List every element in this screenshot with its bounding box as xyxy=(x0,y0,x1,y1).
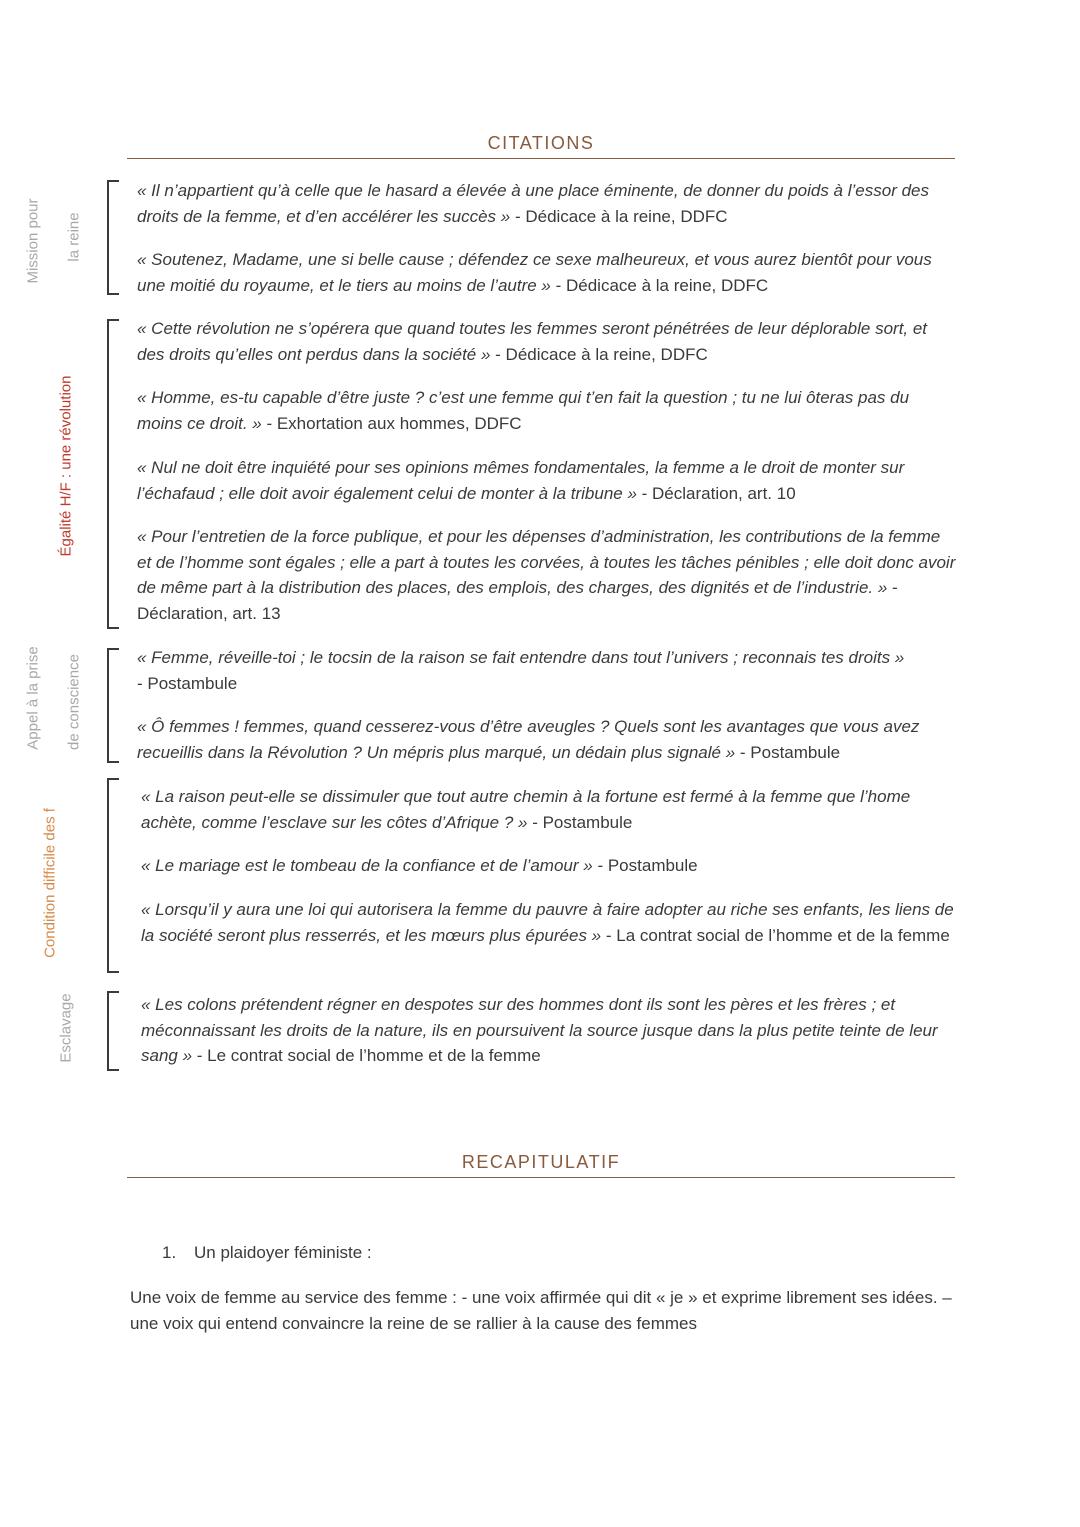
quote-item: « Le mariage est le tombeau de la confiance et de l’amour » - Postambule xyxy=(141,856,698,875)
citations-rule xyxy=(127,158,955,159)
list-number: 1. xyxy=(162,1243,177,1262)
quote-item: « Ô femmes ! femmes, quand cesserez-vous d’être aveugles ? Quels sont les avantages que vous avez recueillis dans la Révolution ? Un mépris plus marqué, un dédain plus signalé » - Postambule xyxy=(137,717,920,762)
quote-item: « Cette révolution ne s’opérera que quand toutes les femmes seront pénétrées de leur déplorable sort, et des droits qu’elles ont perdus dans la société » - Dédicace à la reine, DDFC xyxy=(137,319,928,364)
recap-list-item xyxy=(162,1243,372,1263)
group-bracket-condition xyxy=(107,778,119,973)
group-label-egalite: Égalité H/F : une révolution xyxy=(57,375,75,557)
group-label-appel-line1: Appel à la prise xyxy=(24,646,42,750)
group-bracket-mission xyxy=(107,180,119,295)
recap-paragraph: Une voix de femme au service des femme : - une voix affirmée qui dit « je » et exprime librement ses idées. – une voix qui entend convaincre la reine de se rallier à la cause des femmes xyxy=(130,1288,952,1333)
recap-rule xyxy=(127,1177,955,1178)
quote-item: « Homme, es-tu capable d’être juste ? c’est une femme qui t’en fait la question ; tu ne lui ôteras pas du moins ce droit. » - Exhortation aux hommes, DDFC xyxy=(137,388,910,433)
group-label-mission-line1: Mission pour xyxy=(24,198,42,284)
quote-item: « Nul ne doit être inquiété pour ses opinions mêmes fondamentales, la femme a le droit de monter sur l’échafaud ; elle doit avoir également celui de monter à la tribune » - Déclaration, art. 10 xyxy=(137,458,905,503)
quote-item: « Lorsqu’il y aura une loi qui autorisera la femme du pauvre à faire adopter au riche ses enfants, les liens de la société seront plus resserrés, et les mœurs plus épurées » - La contrat social de l’homme et de la femme xyxy=(141,900,954,945)
quote-item: « Pour l’entretien de la force publique, et pour les dépenses d’administration, les contributions de la femme et de l’homme sont égales ; elle a part à toutes les corvées, à toutes les tâches pénibles ; elle doit donc avoir de même part à la distribution des places, des emplois, des charges, des dignités et de l’industrie. » - Déclaration, art. 13 xyxy=(137,527,956,623)
group-label-mission-line2: la reine xyxy=(65,212,83,262)
quote-item: « Il n’appartient qu’à celle que le hasard a élevée à une place éminente, de donner du poids à l’essor des droits de la femme, et d’en accélérer les succès » - Dédicace à la reine, DDFC xyxy=(137,181,929,226)
citations-title: CITATIONS xyxy=(487,133,595,153)
group-bracket-esclavage xyxy=(107,991,119,1071)
group-label-appel-line2: de conscience xyxy=(65,654,83,750)
group-label-esclavage: Esclavage xyxy=(57,993,75,1063)
group-bracket-appel xyxy=(107,648,119,763)
quote-item: « Les colons prétendent régner en despotes sur des hommes dont ils sont les pères et les frères ; et méconnaissant les droits de la nature, ils en poursuivent la source jusque dans la plus petite teinte de leur sang » - Le contrat social de l’homme et de la femme xyxy=(141,995,938,1065)
group-bracket-egalite xyxy=(107,319,119,629)
group-label-condition: Condition difficile des f xyxy=(41,808,59,958)
recap-title: RECAPITULATIF xyxy=(461,1152,621,1172)
quote-item: « La raison peut-elle se dissimuler que tout autre chemin à la fortune est fermé à la femme que l’home achète, comme l’esclave sur les côtes d’Afrique ? » - Postambule xyxy=(141,787,911,832)
quote-item: « Femme, réveille-toi ; le tocsin de la raison se fait entendre dans tout l’univers ; reconnais tes droits » - Postambule xyxy=(137,648,905,693)
quote-item: « Soutenez, Madame, une si belle cause ; défendez ce sexe malheureux, et vous aurez bientôt pour vous une moitié du royaume, et le tiers au moins de l’autre » - Dédicace à la reine, DDFC xyxy=(137,250,932,295)
list-item-title: Un plaidoyer féministe : xyxy=(194,1243,372,1262)
